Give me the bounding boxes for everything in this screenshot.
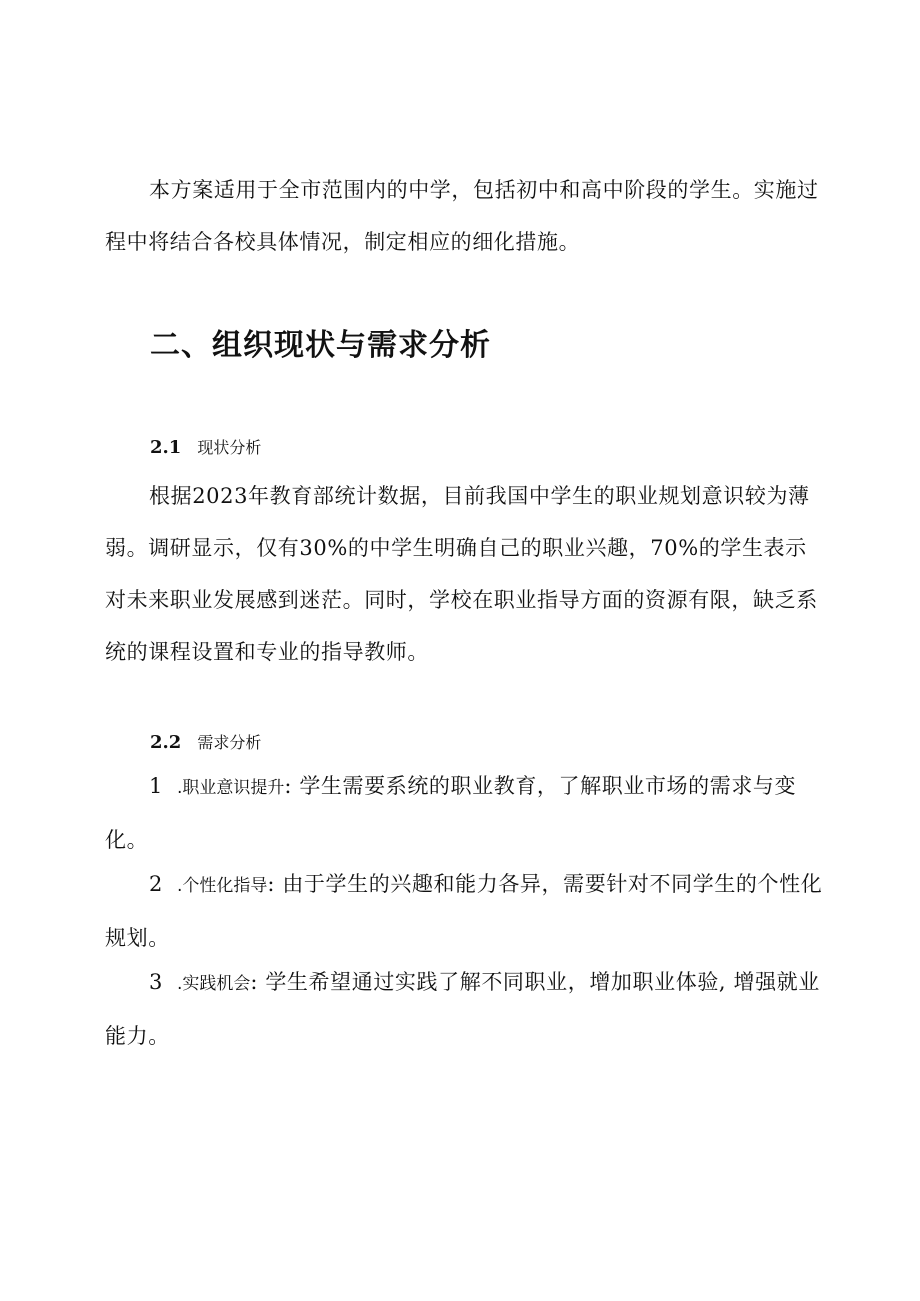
subsection-number: 2.2: [150, 732, 182, 753]
list-item-text: : 学生需要系统的职业教育，了解职业市场的需求与变化。: [105, 774, 797, 852]
section-heading: 二、组织现状与需求分析: [150, 328, 491, 363]
list-item-title: .实践机会: [176, 974, 251, 994]
subsection-title: 现状分析: [197, 438, 262, 457]
subsection-heading-2-1: [150, 434, 261, 462]
list-item-text: : 学生希望通过实践了解不同职业，增加职业体验, 增强就业能力。: [105, 970, 820, 1048]
subsection-number: 2.1: [150, 437, 182, 458]
list-item-text: : 由于学生的兴趣和能力各异，需要针对不同学生的个性化规划。: [105, 872, 823, 950]
list-item: [105, 858, 825, 964]
list-item: [105, 956, 825, 1062]
subsection-heading-2-2: [150, 729, 261, 757]
list-item: [105, 760, 825, 866]
subsection-title: 需求分析: [197, 733, 262, 752]
list-item-number: 1: [149, 774, 163, 798]
list-item-number: 2: [149, 872, 163, 896]
list-item-title: .职业意识提升: [176, 778, 285, 798]
intro-paragraph: 本方案适用于全市范围内的中学，包括初中和高中阶段的学生。实施过程中将结合各校具体情况，制定相应的细化措施。: [105, 178, 819, 254]
status-paragraph: 根据2023年教育部统计数据，目前我国中学生的职业规划意识较为薄弱。调研显示，仅有30%的中学生明确自己的职业兴趣，70%的学生表示对未来职业发展感到迷茫。同时，学校在职业指导方面的资源有限，缺乏系统的课程设置和专业的指导教师。: [105, 484, 818, 664]
list-item-number: 3: [149, 970, 163, 994]
list-item-title: .个性化指导: [176, 876, 268, 896]
